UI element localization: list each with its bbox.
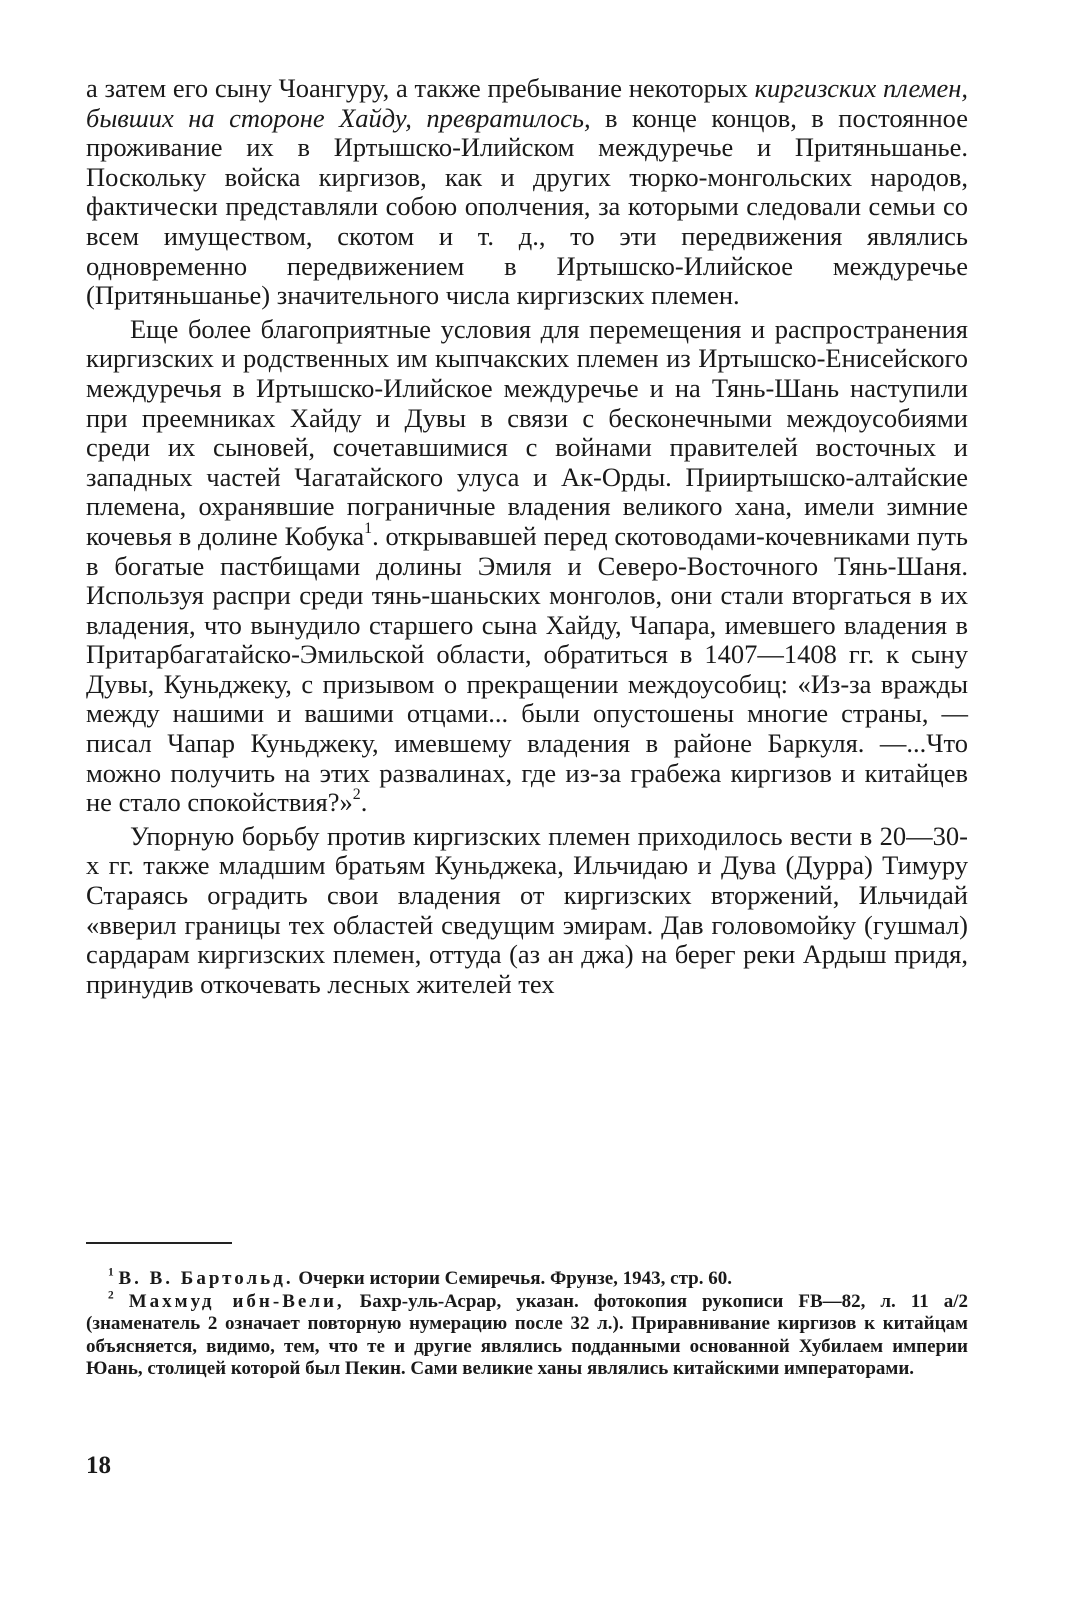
footnote-ref-2: 2 xyxy=(352,786,361,804)
footnote-1 xyxy=(86,1268,968,1291)
footnote-divider xyxy=(86,1242,232,1244)
paragraph-1-italic: киргизских племен, бывших на стороне Хайду, превратилось, xyxy=(86,73,968,133)
paragraph-1-rest: в конце концов, в постоянное проживание их в Иртышско-Илийском междуречье и Притяньшанье. Поскольку войска киргизов, как и других тюрко-монгольских народов, фактически представляли собою ополчения, за которыми следовали семьи со всем имуществом, скотом и т. д., то эти передвижения являлись одновременно передвижением в Иртышско-Илийское междуречье (Притяньшанье) значительного числа киргизских племен. xyxy=(86,102,968,311)
footnote-ref-1: 1 xyxy=(364,519,373,537)
footnote-1-text: Очерки истории Семиречья. Фрунзе, 1943, стр. 60. xyxy=(293,1268,732,1289)
paragraph-3 xyxy=(86,822,968,1000)
footnote-1-mark: 1 xyxy=(108,1266,114,1279)
footnote-2-author: Махмуд ибн-Вели, xyxy=(128,1290,345,1312)
footnote-2-text: Бахр-уль-Асрар, указан. фотокопия рукописи FB—82, л. 11 а/2 (знаменатель 2 означает повторную нумерацию после 32 л.). Приравнивание киргизов к китайцам объясняется, видимо, тем, что те и другие являлись подданными основанной Хубилаем империи Юань, столицей которой был Пекин. Сами великие ханы являлись китайскими императорами. xyxy=(86,1290,968,1380)
page-number: 18 xyxy=(86,1452,111,1479)
paragraph-3-text: Упорную борьбу против киргизских племен приходилось вести в 20—30-х гг. также младшим братьям Куньджека, Ильчидаю и Дува (Дурра) Тимуру Стараясь оградить свои владения от киргизских вторжений, Ильчидай «вверил границы тех областей сведущим эмирам. Дав головомойку (гушмал) сардарам киргизских племен, оттуда (аз ан джа) на берег реки Ардыш придя, принудив откочевать лесных жителей тех xyxy=(86,820,968,999)
paragraph-2 xyxy=(86,315,968,818)
footnote-2-mark: 2 xyxy=(108,1289,114,1302)
footnotes xyxy=(86,1268,968,1381)
paragraph-2-text-b: . открывавшей перед скотоводами-кочевниками путь в богатые пастбищами долины Эмиля и Северо-Восточного Тянь-Шаня. Используя распри среди тянь-шаньских монголов, они стали вторгаться в их владения, что вынудило старшего сына Хайду, Чапара, имевшего владения в Притарбагатайско-Эмильской области, обратиться в 1407—1408 гг. к сыну Дувы, Куньджеку, с призывом о прекращении междоусобиц: «Из-за вражды между нашими и вашими отцами... были опустошены многие страны, — писал Чапар Куньджеку, имевшему владения в районе Баркуля. —...Что можно получить на этих развалинах, где из-за грабежа киргизов и китайцев не стало спокойствия?» xyxy=(86,520,968,818)
footnote-1-author: В. В. Бартольд. xyxy=(118,1268,294,1289)
paragraph-1-text: а затем его сыну Чоангуру, а также пребывание некоторых xyxy=(86,73,755,103)
paragraph-2-text-a: Еще более благоприятные условия для перемещения и распространения киргизских и родственных им кыпчакских племен из Иртышско-Енисейского междуречья в Иртышско-Илийское междуречье и на Тянь-Шань наступили при преемниках Хайду и Дувы в связи с бесконечными междоусобиями среди их сыновей, сочетавшимися с войнами правителей восточных и западных частей Чагатайского улуса и Ак-Орды. Прииртышско-алтайские племена, охранявшие пограничные владения великого хана, имели зимние кочевья в долине Кобука xyxy=(86,313,968,551)
main-text xyxy=(86,74,968,999)
footnote-2 xyxy=(86,1291,968,1381)
paragraph-1 xyxy=(86,74,968,311)
paragraph-2-end: . xyxy=(360,787,368,818)
